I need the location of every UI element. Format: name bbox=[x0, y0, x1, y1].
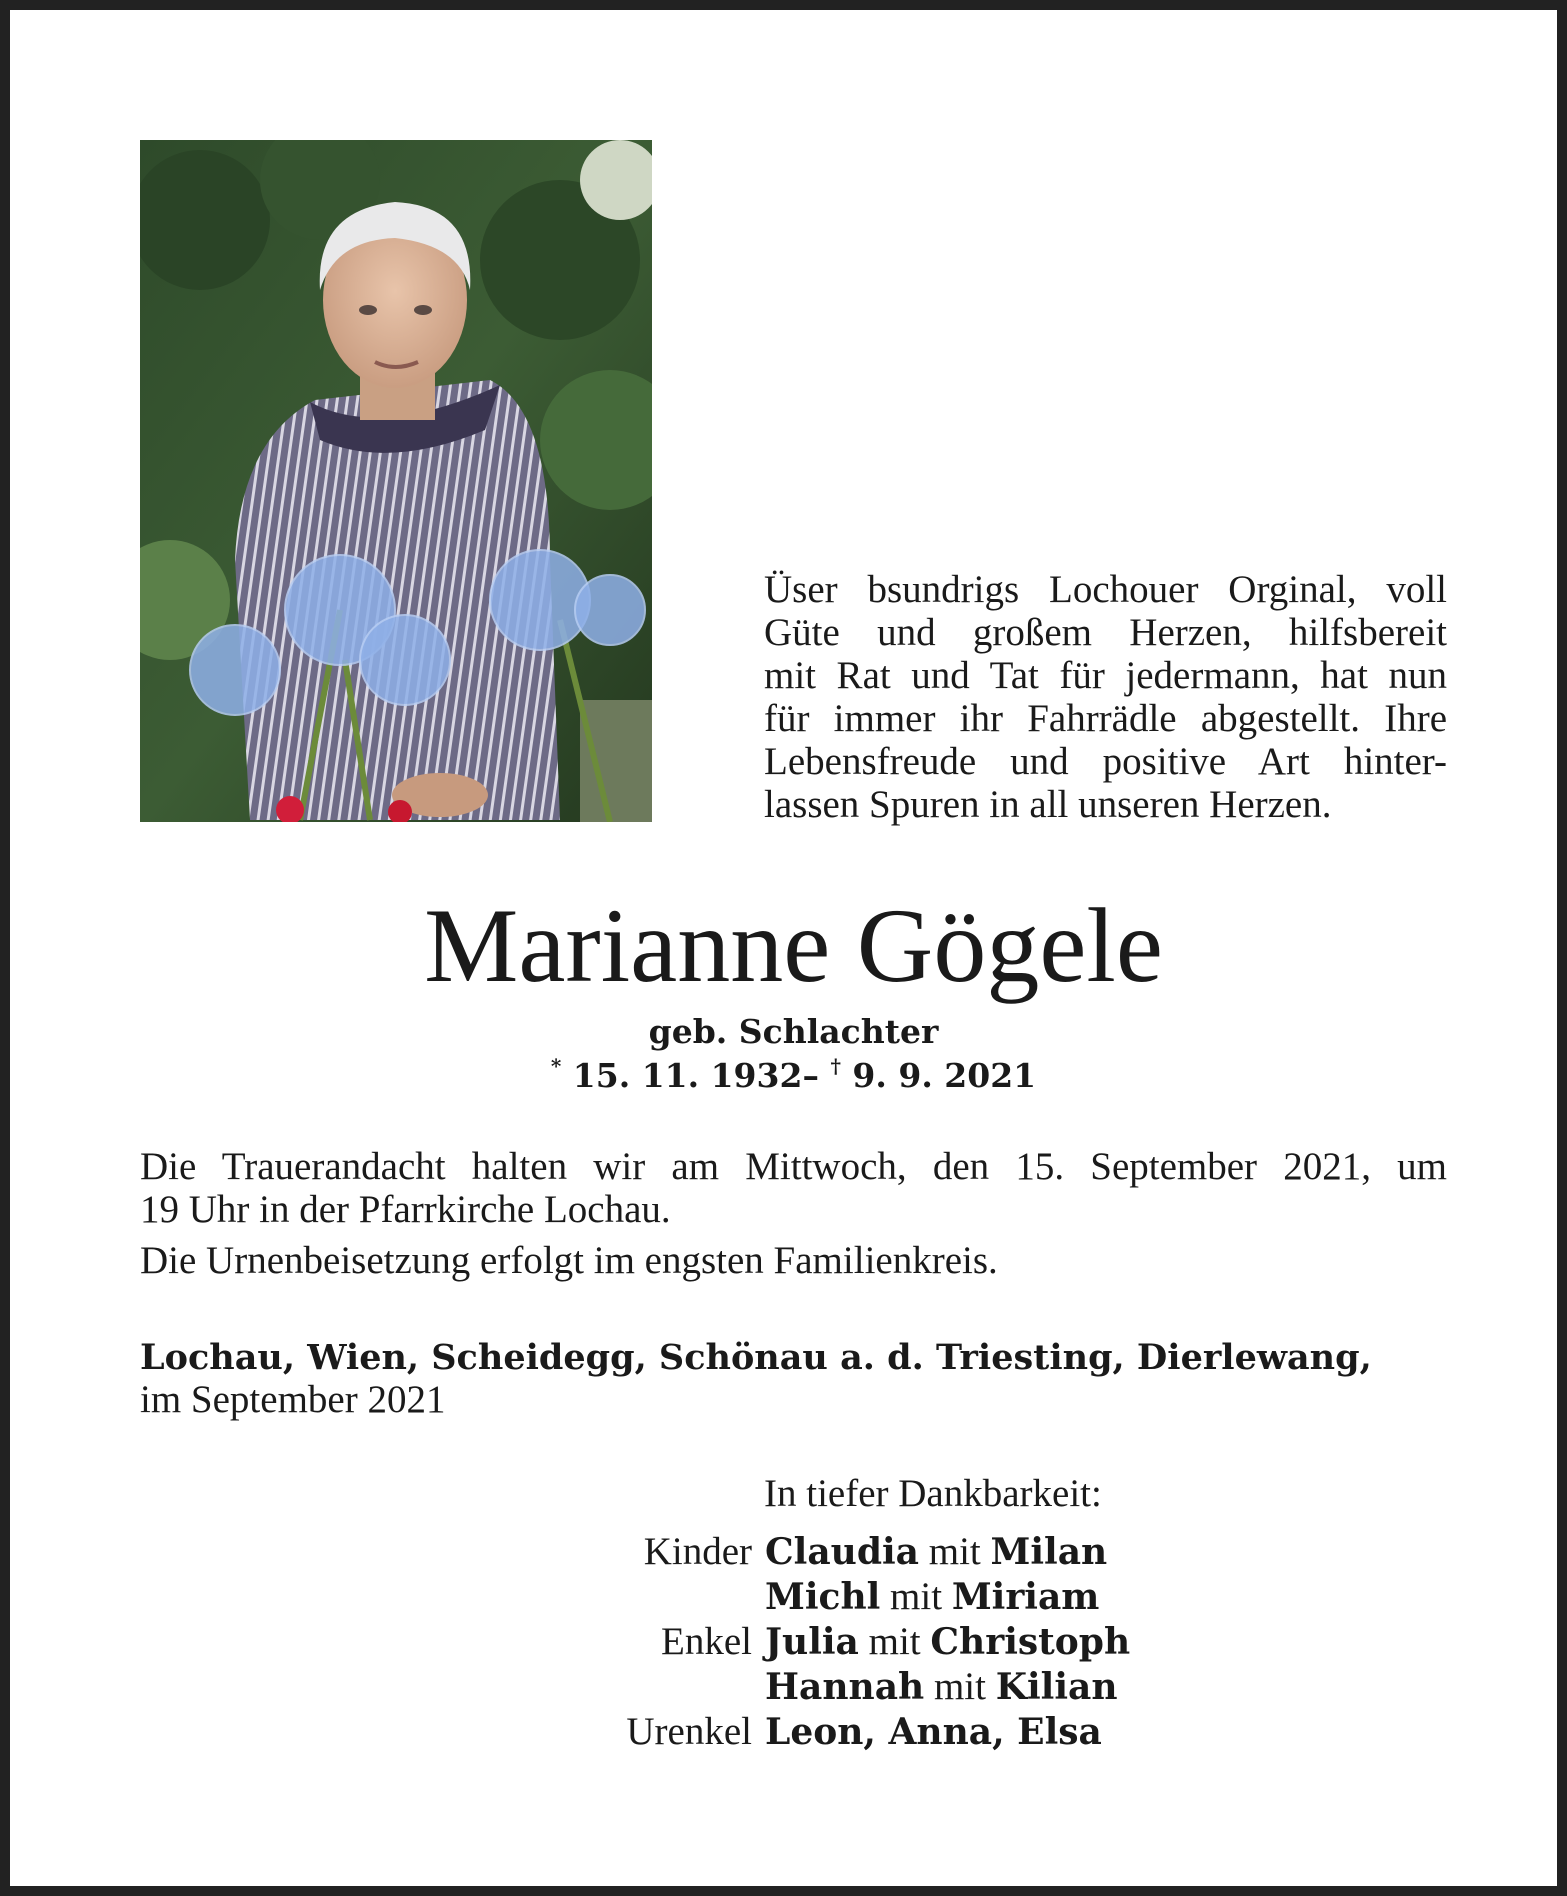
tribute-line: Güte und großem Herzen, hilfsbereit bbox=[764, 611, 1447, 654]
family-row bbox=[510, 1529, 1130, 1574]
relation-label bbox=[510, 1664, 765, 1709]
places-block bbox=[140, 1337, 1447, 1421]
maiden-name: geb. Schlachter bbox=[648, 1012, 939, 1051]
tribute-line: Lebensfreude und positive Art hinter- bbox=[764, 740, 1447, 783]
burial-note: Die Urnenbeisetzung erfolgt im engsten Familienkreis. bbox=[140, 1239, 998, 1282]
family-row bbox=[510, 1619, 1130, 1664]
family-list bbox=[510, 1529, 1130, 1754]
tribute-line: für immer ihr Fahrrädle abgestellt. Ihre bbox=[764, 697, 1447, 740]
gratitude-line: In tiefer Dankbarkeit: bbox=[764, 1472, 1102, 1515]
relation-label: Kinder bbox=[643, 1530, 752, 1573]
death-symbol: † bbox=[830, 1054, 841, 1078]
locations: Lochau, Wien, Scheidegg, Schönau a. d. Triesting, Dierlewang, bbox=[140, 1337, 1372, 1378]
family-names: Michl mit Miriam bbox=[765, 1575, 1100, 1618]
tribute-text bbox=[764, 568, 1447, 826]
relation-label bbox=[510, 1574, 765, 1619]
tribute-line: lassen Spuren in all unseren Herzen. bbox=[764, 783, 1332, 826]
life-dates bbox=[10, 1054, 1567, 1095]
family-names: Julia mit Christoph bbox=[765, 1620, 1131, 1663]
date-line: im September 2021 bbox=[140, 1378, 446, 1421]
relation-label: Enkel bbox=[661, 1620, 752, 1663]
family-row bbox=[510, 1664, 1130, 1709]
family-names: Claudia mit Milan bbox=[765, 1530, 1108, 1573]
family-names: Leon, Anna, Elsa bbox=[765, 1711, 1102, 1753]
death-date: 9. 9. 2021 bbox=[852, 1056, 1037, 1095]
date-separator: – bbox=[802, 1056, 819, 1095]
tribute-line: mit Rat und Tat für jedermann, hat nun bbox=[764, 654, 1447, 697]
relation-label: Urenkel bbox=[626, 1710, 752, 1753]
memorial-service-line: 19 Uhr in der Pfarrkirche Lochau. bbox=[140, 1188, 671, 1231]
portrait-photo bbox=[140, 140, 652, 822]
deceased-name: Marianne Gögele bbox=[424, 887, 1163, 1004]
memorial-service bbox=[140, 1145, 1447, 1231]
memorial-service-line: Die Trauerandacht halten wir am Mittwoch, den 15. September 2021, um bbox=[140, 1145, 1447, 1188]
family-row bbox=[510, 1709, 1130, 1754]
birth-date: 15. 11. 1932 bbox=[572, 1056, 803, 1095]
family-names: Hannah mit Kilian bbox=[765, 1665, 1118, 1708]
service-details bbox=[140, 1145, 1447, 1290]
portrait-illustration bbox=[140, 140, 652, 822]
tribute-line: Üser bsundrigs Lochouer Orginal, voll bbox=[764, 568, 1447, 611]
family-row bbox=[510, 1574, 1130, 1619]
birth-symbol: * bbox=[550, 1054, 562, 1078]
